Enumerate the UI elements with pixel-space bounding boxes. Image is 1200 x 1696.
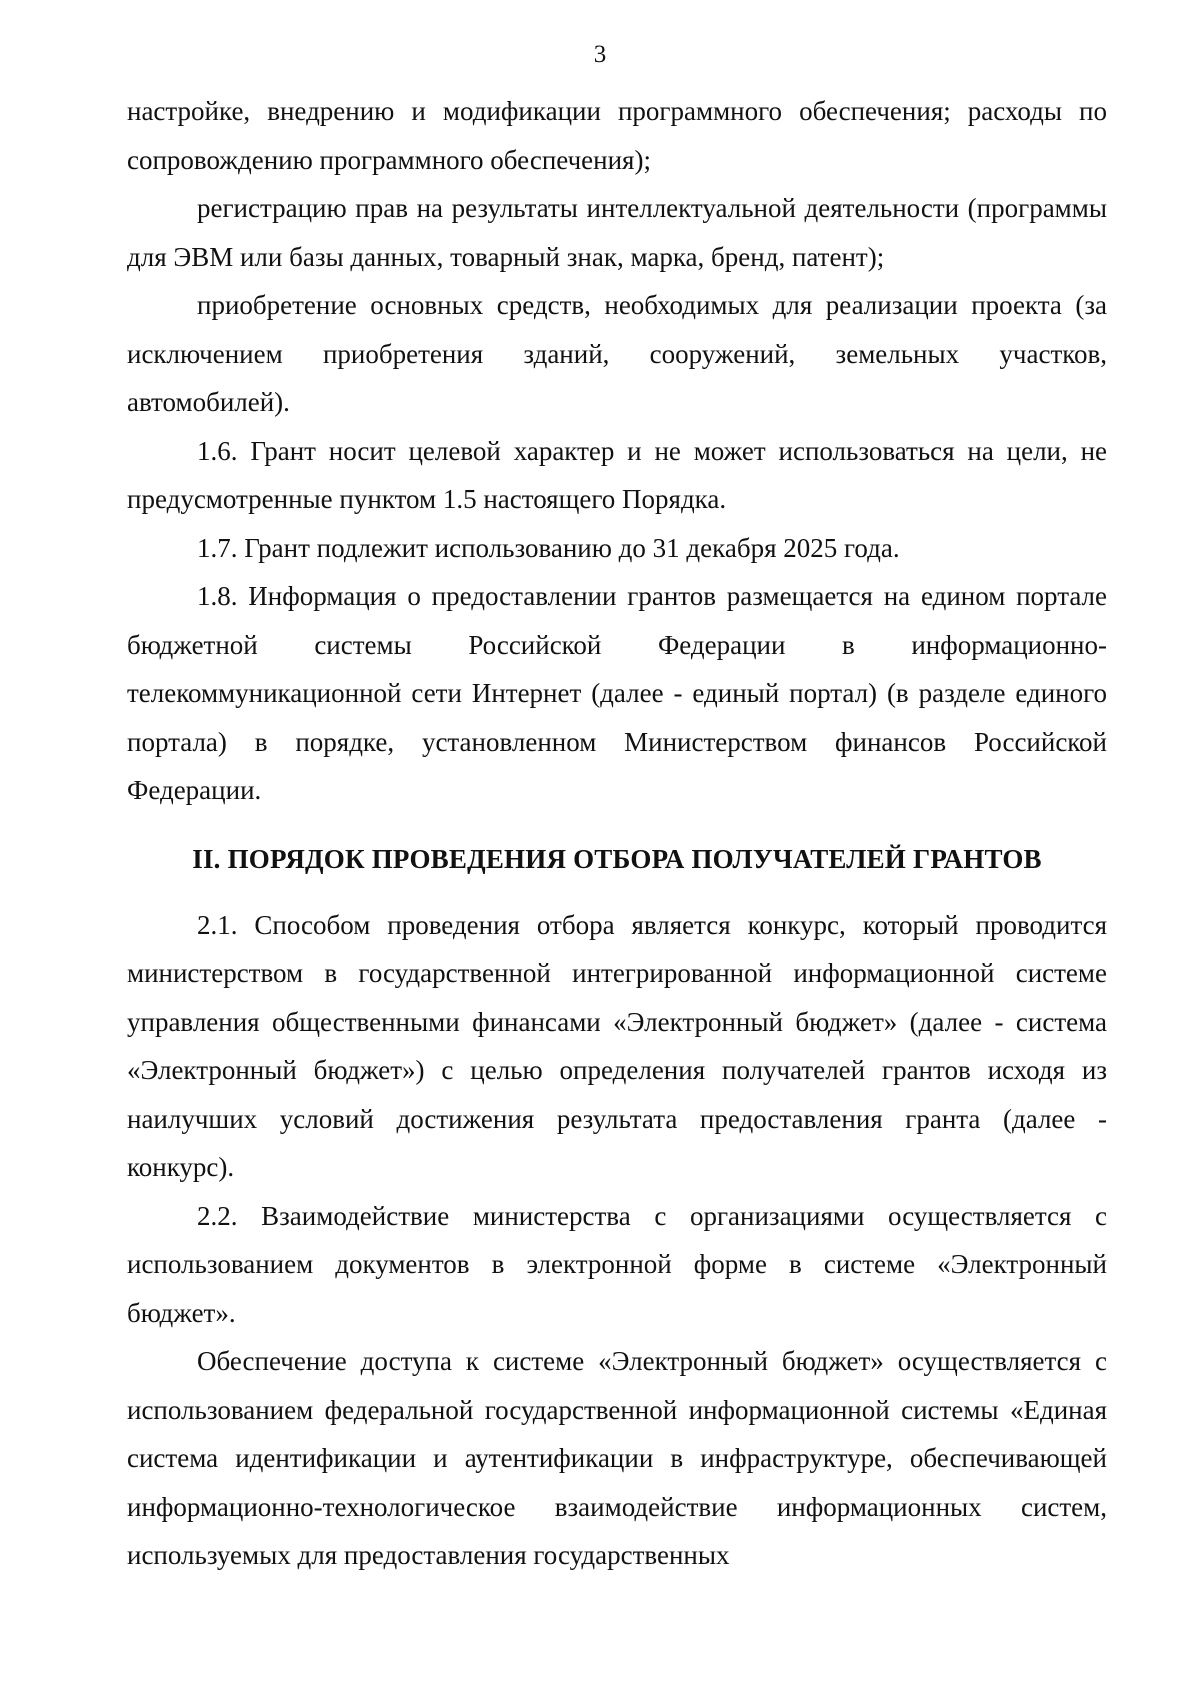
paragraph-software-costs: настройке, внедрению и модификации программного обеспечения; расходы по сопровождению программного обеспечения); bbox=[127, 96, 1107, 175]
paragraph-1-6: 1.6. Грант носит целевой характер и не может использоваться на цели, не предусмотренные пунктом 1.5 настоящего Порядка. bbox=[127, 435, 1107, 514]
paragraph-fixed-assets: приобретение основных средств, необходимых для реализации проекта (за исключением приобретения зданий, сооружений, земельных участков, автомобилей). bbox=[127, 290, 1107, 417]
paragraph-2-1: 2.1. Способом проведения отбора является конкурс, который проводится министерством в государственной интегрированной информационной системе управления общественными финансами «Электронный бюджет» (далее - система «Электронный бюджет») с целью определения получателей грантов исходя из наилучших условий достижения результата предоставления гранта (далее - конкурс). bbox=[127, 909, 1107, 1182]
page-number: 3 bbox=[593, 41, 607, 68]
paragraph-system-access: Обеспечение доступа к системе «Электронный бюджет» осуществляется с использованием федеральной государственной информационной системы «Единая система идентификации и аутентификации в инфраструктуре, обеспечивающей информационно-технологическое взаимодействие информационных систем, используемых для предоставления государственных bbox=[127, 1346, 1107, 1570]
paragraph-2-2: 2.2. Взаимодействие министерства с организациями осуществляется с использованием документов в электронной форме в системе «Электронный бюджет». bbox=[127, 1200, 1107, 1328]
section-heading: II. ПОРЯДОК ПРОВЕДЕНИЯ ОТБОРА ПОЛУЧАТЕЛЕЙ ГРАНТОВ bbox=[192, 843, 1042, 874]
paragraph-1-8: 1.8. Информация о предоставлении грантов размещается на едином портале бюджетной системы Российской Федерации в информационно-телекоммуникационной сети Интернет (далее - единый портал) (в разделе единого портала) в порядке, установленном Министерством финансов Российской Федерации. bbox=[127, 581, 1107, 805]
paragraph-ip-registration: регистрацию прав на результаты интеллектуальной деятельности (программы для ЭВМ или базы данных, товарный знак, марка, бренд, патент); bbox=[127, 193, 1107, 272]
paragraph-1-7: 1.7. Грант подлежит использованию до 31 декабря 2025 года. bbox=[197, 532, 900, 563]
document-body bbox=[127, 87, 1107, 1580]
